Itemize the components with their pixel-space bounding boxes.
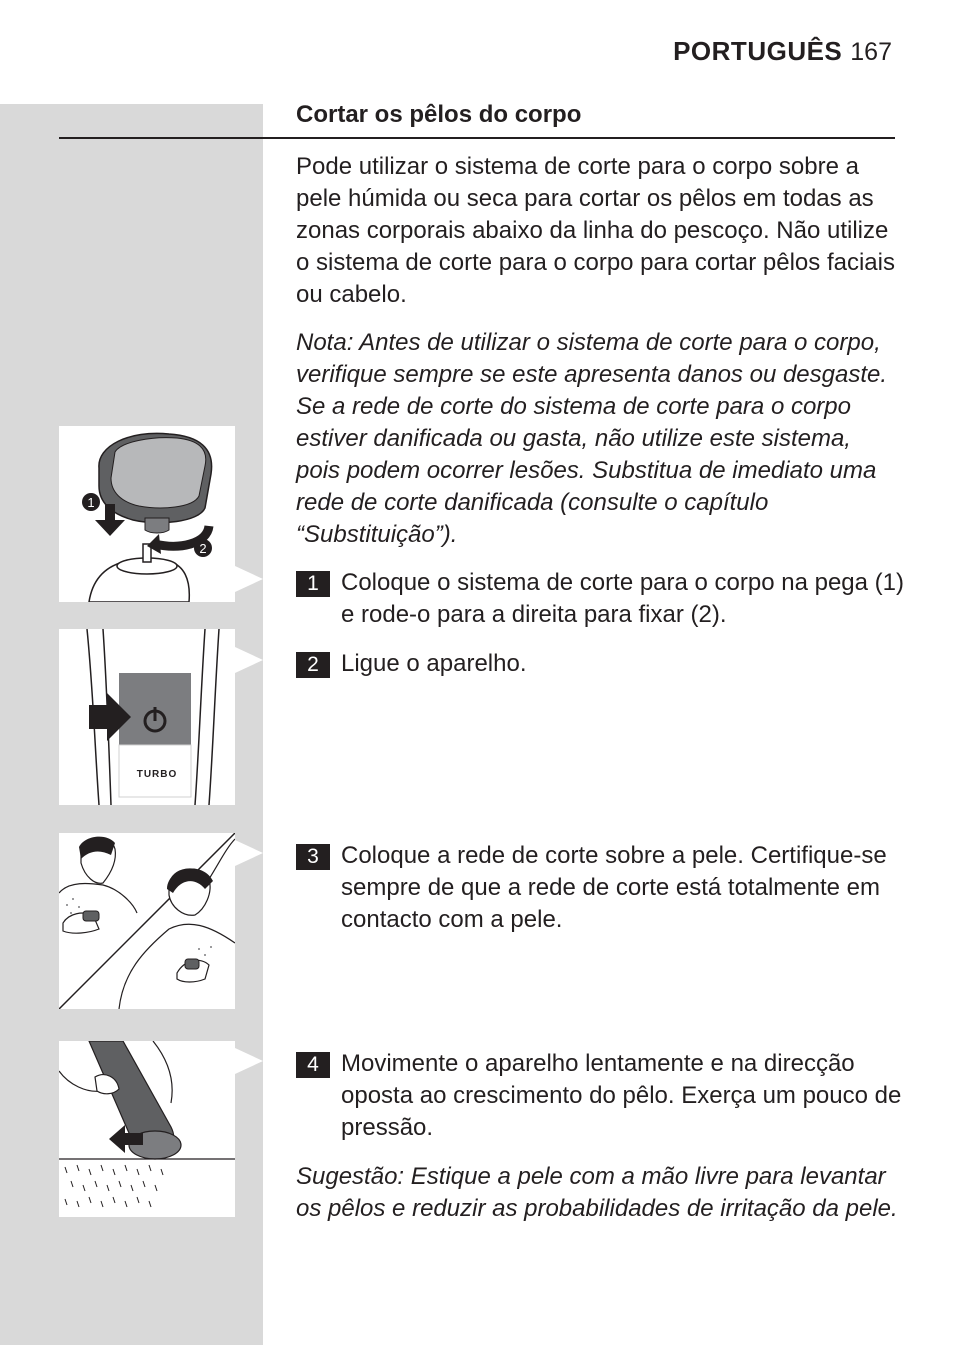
step-1 xyxy=(296,567,906,631)
page-header xyxy=(673,36,892,67)
step-number-badge: 2 xyxy=(296,652,330,678)
figure-pointer xyxy=(235,647,263,673)
figure-pointer xyxy=(235,1048,263,1074)
skin-contact-illustration xyxy=(59,833,235,1009)
intro-paragraph: Pode utilizar o sistema de corte para o corpo sobre a pele húmida ou seca para cortar os pêlos em todas as zonas corporais abaixo da linha do pescoço. Não utilize o sistema de corte para o corpo para cortar pêlos faciais ou cabelo. xyxy=(296,153,895,308)
tip-paragraph: Sugestão: Estique a pele com a mão livre para levantar os pêlos e reduzir as probabilidades de irritação da pele. xyxy=(296,1163,898,1222)
step-number-badge: 1 xyxy=(296,571,330,597)
figure-attach-groomer xyxy=(59,426,235,602)
attach-groomer-illustration xyxy=(59,426,235,602)
figure-move-direction xyxy=(59,1041,235,1217)
section-rule xyxy=(59,137,895,139)
step-2 xyxy=(296,648,906,680)
step-3 xyxy=(296,840,906,936)
turbo-label: TURBO xyxy=(136,769,178,780)
step-number-badge: 4 xyxy=(296,1052,330,1078)
move-direction-illustration xyxy=(59,1041,235,1217)
note-paragraph: Nota: Antes de utilizar o sistema de corte para o corpo, verifique sempre se este apresenta danos ou desgaste. Se a rede de corte do sistema de corte para o corpo estiver danificada ou gasta, não utilize este sistema, pois podem ocorrer lesões. Substitua de imediato uma rede de corte danificada (consulte o capítulo “Substituição”). xyxy=(296,329,888,548)
step-text: Coloque a rede de corte sobre a pele. Certifique-se sempre de que a rede de corte está totalmente em contacto com a pele. xyxy=(341,842,887,933)
marker-1: 1 xyxy=(87,495,95,510)
section-title: Cortar os pêlos do corpo xyxy=(296,101,582,128)
figure-skin-contact xyxy=(59,833,235,1009)
power-button-illustration xyxy=(59,629,235,805)
marker-2: 2 xyxy=(199,541,207,556)
page-number: 167 xyxy=(850,38,892,66)
step-text: Movimente o aparelho lentamente e na direcção oposta ao crescimento do pêlo. Exerça um pouco de pressão. xyxy=(341,1050,902,1141)
figure-pointer xyxy=(235,840,263,866)
figure-pointer xyxy=(235,566,263,592)
step-text: Coloque o sistema de corte para o corpo na pega (1) e rode-o para a direita para fixar (2). xyxy=(341,569,905,628)
step-number-badge: 3 xyxy=(296,844,330,870)
step-4 xyxy=(296,1048,906,1144)
figure-power-button xyxy=(59,629,235,805)
step-text: Ligue o aparelho. xyxy=(341,650,527,677)
language-label: PORTUGUÊS xyxy=(673,36,843,66)
